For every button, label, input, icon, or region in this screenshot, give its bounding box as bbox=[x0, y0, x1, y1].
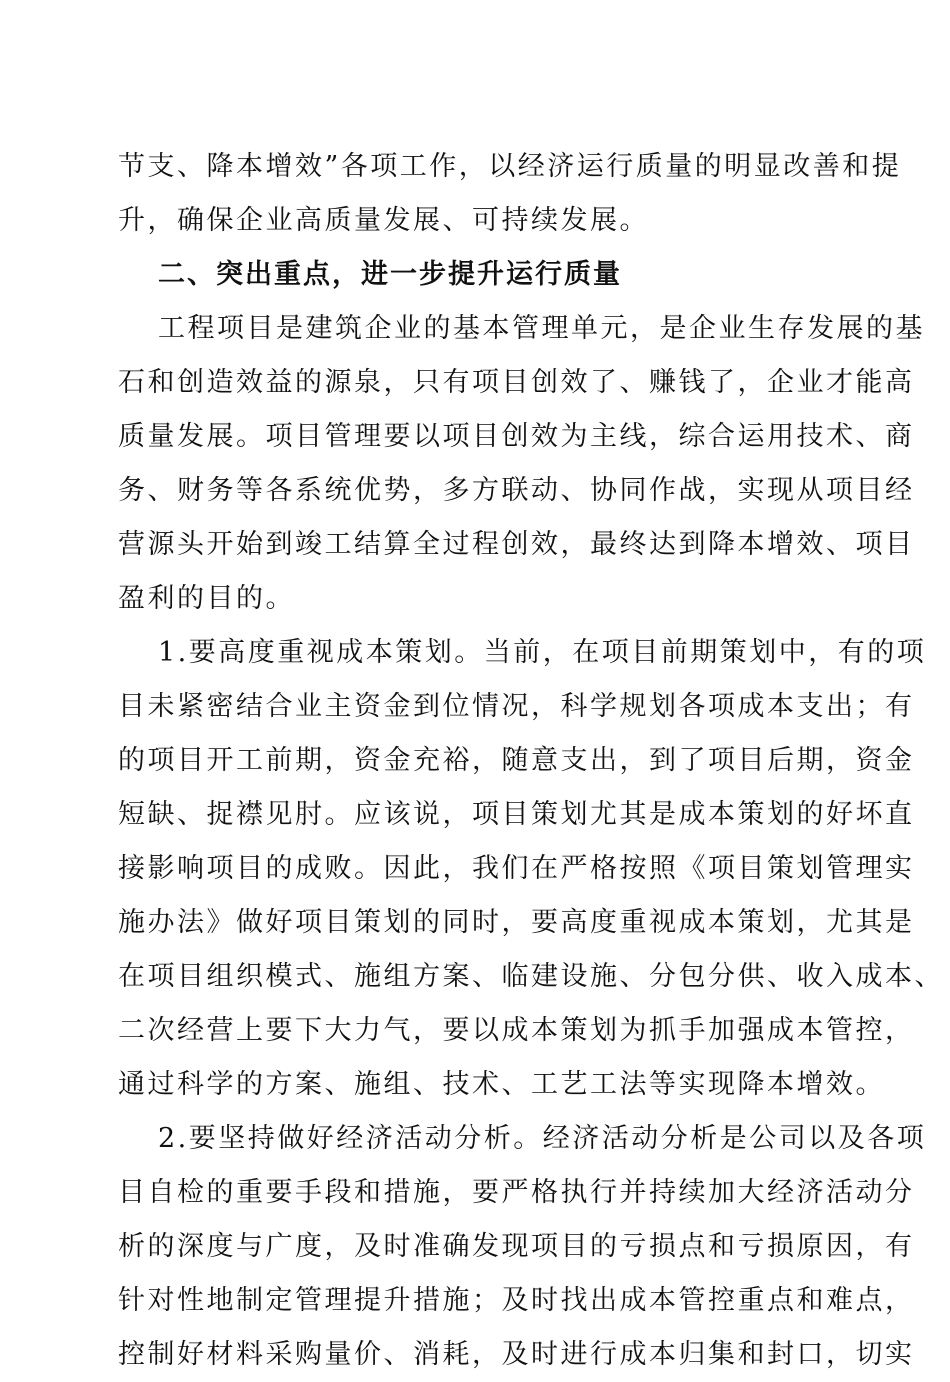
text-line: 析的深度与广度，及时准确发现项目的亏损点和亏损原因，有 bbox=[118, 1231, 915, 1262]
text-line: 2.要坚持做好经济活动分析。经济活动分析是公司以及各项 bbox=[158, 1123, 927, 1154]
body-text bbox=[118, 140, 944, 1382]
text-line: 工程项目是建筑企业的基本管理单元，是企业生存发展的基 bbox=[158, 313, 925, 344]
section-heading: 二、突出重点，进一步提升运行质量 bbox=[158, 259, 622, 290]
text-line: 施办法》做好项目策划的同时，要高度重视成本策划，尤其是 bbox=[118, 907, 915, 938]
text-line: 的项目开工前期，资金充裕，随意支出，到了项目后期，资金 bbox=[118, 745, 915, 776]
text-line: 在项目组织模式、施组方案、临建设施、分包分供、收入成本、 bbox=[118, 961, 944, 992]
text-line: 二次经营上要下大力气，要以成本策划为抓手加强成本管控， bbox=[118, 1015, 915, 1046]
text-line: 质量发展。项目管理要以项目创效为主线，综合运用技术、商 bbox=[118, 421, 915, 452]
text-line: 接影响项目的成败。因此，我们在严格按照《项目策划管理实 bbox=[118, 853, 915, 884]
text-line: 务、财务等各系统优势，多方联动、协同作战，实现从项目经 bbox=[118, 475, 915, 506]
text-line: 石和创造效益的源泉，只有项目创效了、赚钱了，企业才能高 bbox=[118, 367, 915, 398]
text-line: 升，确保企业高质量发展、可持续发展。 bbox=[118, 205, 649, 236]
text-line: 通过科学的方案、施组、技术、工艺工法等实现降本增效。 bbox=[118, 1069, 885, 1100]
text-line: 营源头开始到竣工结算全过程创效，最终达到降本增效、项目 bbox=[118, 529, 915, 560]
text-line: 目未紧密结合业主资金到位情况，科学规划各项成本支出；有 bbox=[118, 691, 915, 722]
text-line: 控制好材料采购量价、消耗，及时进行成本归集和封口，切实 bbox=[118, 1339, 915, 1370]
text-line: 短缺、捉襟见肘。应该说，项目策划尤其是成本策划的好坏直 bbox=[118, 799, 915, 830]
text-line: 1.要高度重视成本策划。当前，在项目前期策划中，有的项 bbox=[158, 637, 927, 668]
text-line: 目自检的重要手段和措施，要严格执行并持续加大经济活动分 bbox=[118, 1177, 915, 1208]
text-line: 针对性地制定管理提升措施；及时找出成本管控重点和难点， bbox=[118, 1285, 915, 1316]
text-line: 节支、降本增效”各项工作，以经济运行质量的明显改善和提 bbox=[118, 151, 902, 182]
text-line: 盈利的目的。 bbox=[118, 583, 295, 614]
